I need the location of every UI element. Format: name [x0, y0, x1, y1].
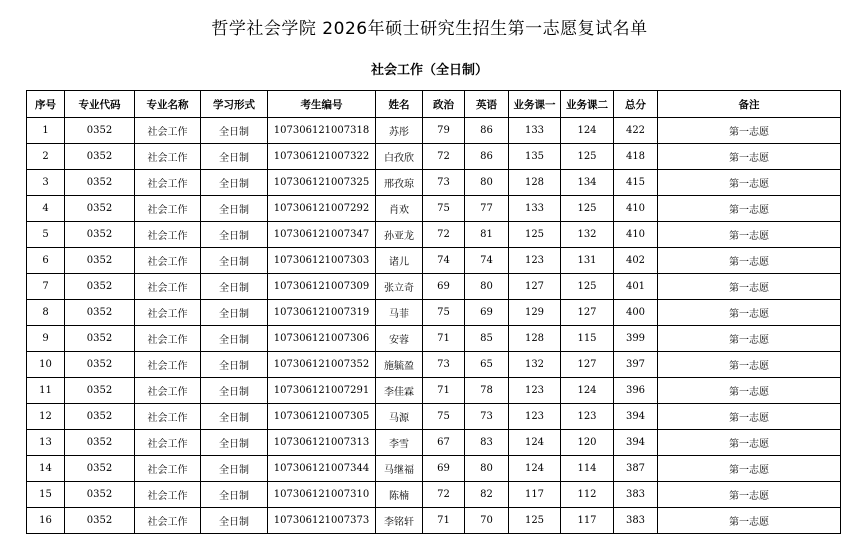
course1-score-cell: 124 [509, 456, 561, 482]
candidate-id-cell: 107306121007306 [268, 326, 376, 352]
english-score-cell: 73 [465, 404, 509, 430]
major-code-cell: 0352 [65, 170, 135, 196]
candidate-id-cell: 107306121007310 [268, 482, 376, 508]
table-row [27, 378, 841, 404]
remark-cell: 第一志愿 [658, 352, 841, 378]
column-header: 备注 [658, 91, 841, 118]
major-code-cell: 0352 [65, 508, 135, 534]
politics-score-cell: 74 [423, 248, 465, 274]
major-name-cell: 社会工作 [135, 482, 201, 508]
candidate-id-cell: 107306121007313 [268, 430, 376, 456]
course2-score-cell: 132 [561, 222, 614, 248]
course1-score-cell: 125 [509, 222, 561, 248]
total-score-cell: 410 [614, 196, 658, 222]
major-code-cell: 0352 [65, 300, 135, 326]
candidate-id-cell: 107306121007303 [268, 248, 376, 274]
major-name-cell: 社会工作 [135, 144, 201, 170]
study-mode-cell: 全日制 [201, 274, 268, 300]
total-score-cell: 397 [614, 352, 658, 378]
english-score-cell: 83 [465, 430, 509, 456]
course2-score-cell: 124 [561, 378, 614, 404]
seq-cell: 8 [27, 300, 65, 326]
remark-cell: 第一志愿 [658, 248, 841, 274]
major-code-cell: 0352 [65, 378, 135, 404]
table-row [27, 144, 841, 170]
candidate-id-cell: 107306121007319 [268, 300, 376, 326]
major-name-cell: 社会工作 [135, 170, 201, 196]
course1-score-cell: 127 [509, 274, 561, 300]
table-row [27, 508, 841, 534]
candidate-id-cell: 107306121007347 [268, 222, 376, 248]
page-title: 哲学社会学院 2026年硕士研究生招生第一志愿复试名单 [211, 19, 648, 39]
name-cell: 施毓盈 [376, 352, 423, 378]
course1-score-cell: 124 [509, 430, 561, 456]
english-score-cell: 80 [465, 274, 509, 300]
study-mode-cell: 全日制 [201, 482, 268, 508]
english-score-cell: 70 [465, 508, 509, 534]
study-mode-cell: 全日制 [201, 456, 268, 482]
remark-cell: 第一志愿 [658, 222, 841, 248]
total-score-cell: 415 [614, 170, 658, 196]
english-score-cell: 85 [465, 326, 509, 352]
politics-score-cell: 71 [423, 508, 465, 534]
english-score-cell: 77 [465, 196, 509, 222]
major-code-cell: 0352 [65, 118, 135, 144]
politics-score-cell: 75 [423, 404, 465, 430]
seq-cell: 10 [27, 352, 65, 378]
column-header: 姓名 [376, 91, 423, 118]
table-row [27, 326, 841, 352]
remark-cell: 第一志愿 [658, 196, 841, 222]
section-subtitle: 社会工作（全日制） [370, 63, 488, 78]
remark-cell: 第一志愿 [658, 430, 841, 456]
course2-score-cell: 124 [561, 118, 614, 144]
major-name-cell: 社会工作 [135, 326, 201, 352]
table-row [27, 404, 841, 430]
seq-cell: 6 [27, 248, 65, 274]
name-cell: 李雪 [376, 430, 423, 456]
total-score-cell: 383 [614, 508, 658, 534]
politics-score-cell: 71 [423, 378, 465, 404]
major-name-cell: 社会工作 [135, 456, 201, 482]
seq-cell: 14 [27, 456, 65, 482]
table-header-row [27, 91, 841, 118]
course2-score-cell: 127 [561, 352, 614, 378]
course2-score-cell: 120 [561, 430, 614, 456]
name-cell: 孙亚龙 [376, 222, 423, 248]
total-score-cell: 422 [614, 118, 658, 144]
remark-cell: 第一志愿 [658, 170, 841, 196]
total-score-cell: 410 [614, 222, 658, 248]
major-code-cell: 0352 [65, 196, 135, 222]
politics-score-cell: 71 [423, 326, 465, 352]
course1-score-cell: 129 [509, 300, 561, 326]
politics-score-cell: 73 [423, 170, 465, 196]
politics-score-cell: 75 [423, 196, 465, 222]
column-header: 总分 [614, 91, 658, 118]
remark-cell: 第一志愿 [658, 482, 841, 508]
english-score-cell: 80 [465, 170, 509, 196]
study-mode-cell: 全日制 [201, 508, 268, 534]
course2-score-cell: 125 [561, 274, 614, 300]
total-score-cell: 418 [614, 144, 658, 170]
major-code-cell: 0352 [65, 274, 135, 300]
table-row [27, 274, 841, 300]
study-mode-cell: 全日制 [201, 326, 268, 352]
english-score-cell: 69 [465, 300, 509, 326]
candidate-id-cell: 107306121007318 [268, 118, 376, 144]
name-cell: 邢孜琼 [376, 170, 423, 196]
course2-score-cell: 123 [561, 404, 614, 430]
major-name-cell: 社会工作 [135, 378, 201, 404]
course2-score-cell: 115 [561, 326, 614, 352]
table-body [27, 118, 841, 534]
seq-cell: 1 [27, 118, 65, 144]
table-row [27, 482, 841, 508]
total-score-cell: 400 [614, 300, 658, 326]
major-name-cell: 社会工作 [135, 196, 201, 222]
course1-score-cell: 128 [509, 326, 561, 352]
table-row [27, 248, 841, 274]
column-header: 专业代码 [65, 91, 135, 118]
total-score-cell: 394 [614, 404, 658, 430]
remark-cell: 第一志愿 [658, 274, 841, 300]
candidate-id-cell: 107306121007292 [268, 196, 376, 222]
course1-score-cell: 133 [509, 118, 561, 144]
seq-cell: 12 [27, 404, 65, 430]
candidate-id-cell: 107306121007305 [268, 404, 376, 430]
major-code-cell: 0352 [65, 352, 135, 378]
english-score-cell: 86 [465, 118, 509, 144]
study-mode-cell: 全日制 [201, 300, 268, 326]
study-mode-cell: 全日制 [201, 118, 268, 144]
major-code-cell: 0352 [65, 326, 135, 352]
course1-score-cell: 135 [509, 144, 561, 170]
politics-score-cell: 72 [423, 222, 465, 248]
course1-score-cell: 123 [509, 248, 561, 274]
table-row [27, 456, 841, 482]
column-header: 英语 [465, 91, 509, 118]
candidate-id-cell: 107306121007344 [268, 456, 376, 482]
name-cell: 张立奇 [376, 274, 423, 300]
seq-cell: 2 [27, 144, 65, 170]
major-code-cell: 0352 [65, 248, 135, 274]
seq-cell: 9 [27, 326, 65, 352]
seq-cell: 7 [27, 274, 65, 300]
major-code-cell: 0352 [65, 222, 135, 248]
course1-score-cell: 132 [509, 352, 561, 378]
name-cell: 马继福 [376, 456, 423, 482]
study-mode-cell: 全日制 [201, 352, 268, 378]
name-cell: 李铭轩 [376, 508, 423, 534]
study-mode-cell: 全日制 [201, 196, 268, 222]
remark-cell: 第一志愿 [658, 118, 841, 144]
total-score-cell: 396 [614, 378, 658, 404]
column-header: 专业名称 [135, 91, 201, 118]
major-code-cell: 0352 [65, 144, 135, 170]
name-cell: 陈楠 [376, 482, 423, 508]
major-name-cell: 社会工作 [135, 430, 201, 456]
course2-score-cell: 125 [561, 196, 614, 222]
course1-score-cell: 128 [509, 170, 561, 196]
politics-score-cell: 79 [423, 118, 465, 144]
candidate-id-cell: 107306121007325 [268, 170, 376, 196]
remark-cell: 第一志愿 [658, 144, 841, 170]
politics-score-cell: 72 [423, 144, 465, 170]
english-score-cell: 80 [465, 456, 509, 482]
course1-score-cell: 133 [509, 196, 561, 222]
seq-cell: 4 [27, 196, 65, 222]
course2-score-cell: 112 [561, 482, 614, 508]
politics-score-cell: 67 [423, 430, 465, 456]
column-header: 业务课二 [561, 91, 614, 118]
candidate-id-cell: 107306121007291 [268, 378, 376, 404]
name-cell: 马菲 [376, 300, 423, 326]
english-score-cell: 81 [465, 222, 509, 248]
study-mode-cell: 全日制 [201, 404, 268, 430]
major-name-cell: 社会工作 [135, 274, 201, 300]
major-name-cell: 社会工作 [135, 508, 201, 534]
politics-score-cell: 72 [423, 482, 465, 508]
candidate-id-cell: 107306121007373 [268, 508, 376, 534]
column-header: 学习形式 [201, 91, 268, 118]
politics-score-cell: 69 [423, 274, 465, 300]
column-header: 考生编号 [268, 91, 376, 118]
study-mode-cell: 全日制 [201, 430, 268, 456]
politics-score-cell: 69 [423, 456, 465, 482]
english-score-cell: 82 [465, 482, 509, 508]
name-cell: 李佳霖 [376, 378, 423, 404]
remark-cell: 第一志愿 [658, 300, 841, 326]
seq-cell: 16 [27, 508, 65, 534]
table-row [27, 430, 841, 456]
name-cell: 诸儿 [376, 248, 423, 274]
politics-score-cell: 75 [423, 300, 465, 326]
remark-cell: 第一志愿 [658, 456, 841, 482]
total-score-cell: 399 [614, 326, 658, 352]
remark-cell: 第一志愿 [658, 508, 841, 534]
total-score-cell: 394 [614, 430, 658, 456]
major-name-cell: 社会工作 [135, 248, 201, 274]
study-mode-cell: 全日制 [201, 144, 268, 170]
major-name-cell: 社会工作 [135, 300, 201, 326]
course1-score-cell: 123 [509, 378, 561, 404]
admission-list-table [26, 90, 841, 534]
course2-score-cell: 127 [561, 300, 614, 326]
table-row [27, 222, 841, 248]
major-code-cell: 0352 [65, 430, 135, 456]
column-header: 业务课一 [509, 91, 561, 118]
major-name-cell: 社会工作 [135, 118, 201, 144]
english-score-cell: 74 [465, 248, 509, 274]
major-code-cell: 0352 [65, 456, 135, 482]
major-code-cell: 0352 [65, 482, 135, 508]
total-score-cell: 402 [614, 248, 658, 274]
candidate-id-cell: 107306121007322 [268, 144, 376, 170]
study-mode-cell: 全日制 [201, 170, 268, 196]
course1-score-cell: 117 [509, 482, 561, 508]
english-score-cell: 78 [465, 378, 509, 404]
seq-cell: 11 [27, 378, 65, 404]
major-code-cell: 0352 [65, 404, 135, 430]
remark-cell: 第一志愿 [658, 326, 841, 352]
table-row [27, 196, 841, 222]
name-cell: 苏彤 [376, 118, 423, 144]
seq-cell: 13 [27, 430, 65, 456]
seq-cell: 3 [27, 170, 65, 196]
candidate-id-cell: 107306121007352 [268, 352, 376, 378]
course1-score-cell: 125 [509, 508, 561, 534]
column-header: 政治 [423, 91, 465, 118]
name-cell: 马源 [376, 404, 423, 430]
candidate-id-cell: 107306121007309 [268, 274, 376, 300]
major-name-cell: 社会工作 [135, 352, 201, 378]
politics-score-cell: 73 [423, 352, 465, 378]
study-mode-cell: 全日制 [201, 378, 268, 404]
name-cell: 安蓉 [376, 326, 423, 352]
study-mode-cell: 全日制 [201, 222, 268, 248]
course2-score-cell: 134 [561, 170, 614, 196]
major-name-cell: 社会工作 [135, 222, 201, 248]
table-row [27, 352, 841, 378]
study-mode-cell: 全日制 [201, 248, 268, 274]
seq-cell: 5 [27, 222, 65, 248]
table-row [27, 118, 841, 144]
total-score-cell: 401 [614, 274, 658, 300]
english-score-cell: 65 [465, 352, 509, 378]
english-score-cell: 86 [465, 144, 509, 170]
name-cell: 肖欢 [376, 196, 423, 222]
course2-score-cell: 131 [561, 248, 614, 274]
total-score-cell: 383 [614, 482, 658, 508]
major-name-cell: 社会工作 [135, 404, 201, 430]
table-row [27, 300, 841, 326]
course2-score-cell: 125 [561, 144, 614, 170]
course1-score-cell: 123 [509, 404, 561, 430]
column-header: 序号 [27, 91, 65, 118]
total-score-cell: 387 [614, 456, 658, 482]
seq-cell: 15 [27, 482, 65, 508]
table-row [27, 170, 841, 196]
remark-cell: 第一志愿 [658, 378, 841, 404]
course2-score-cell: 114 [561, 456, 614, 482]
remark-cell: 第一志愿 [658, 404, 841, 430]
name-cell: 白孜欣 [376, 144, 423, 170]
course2-score-cell: 117 [561, 508, 614, 534]
